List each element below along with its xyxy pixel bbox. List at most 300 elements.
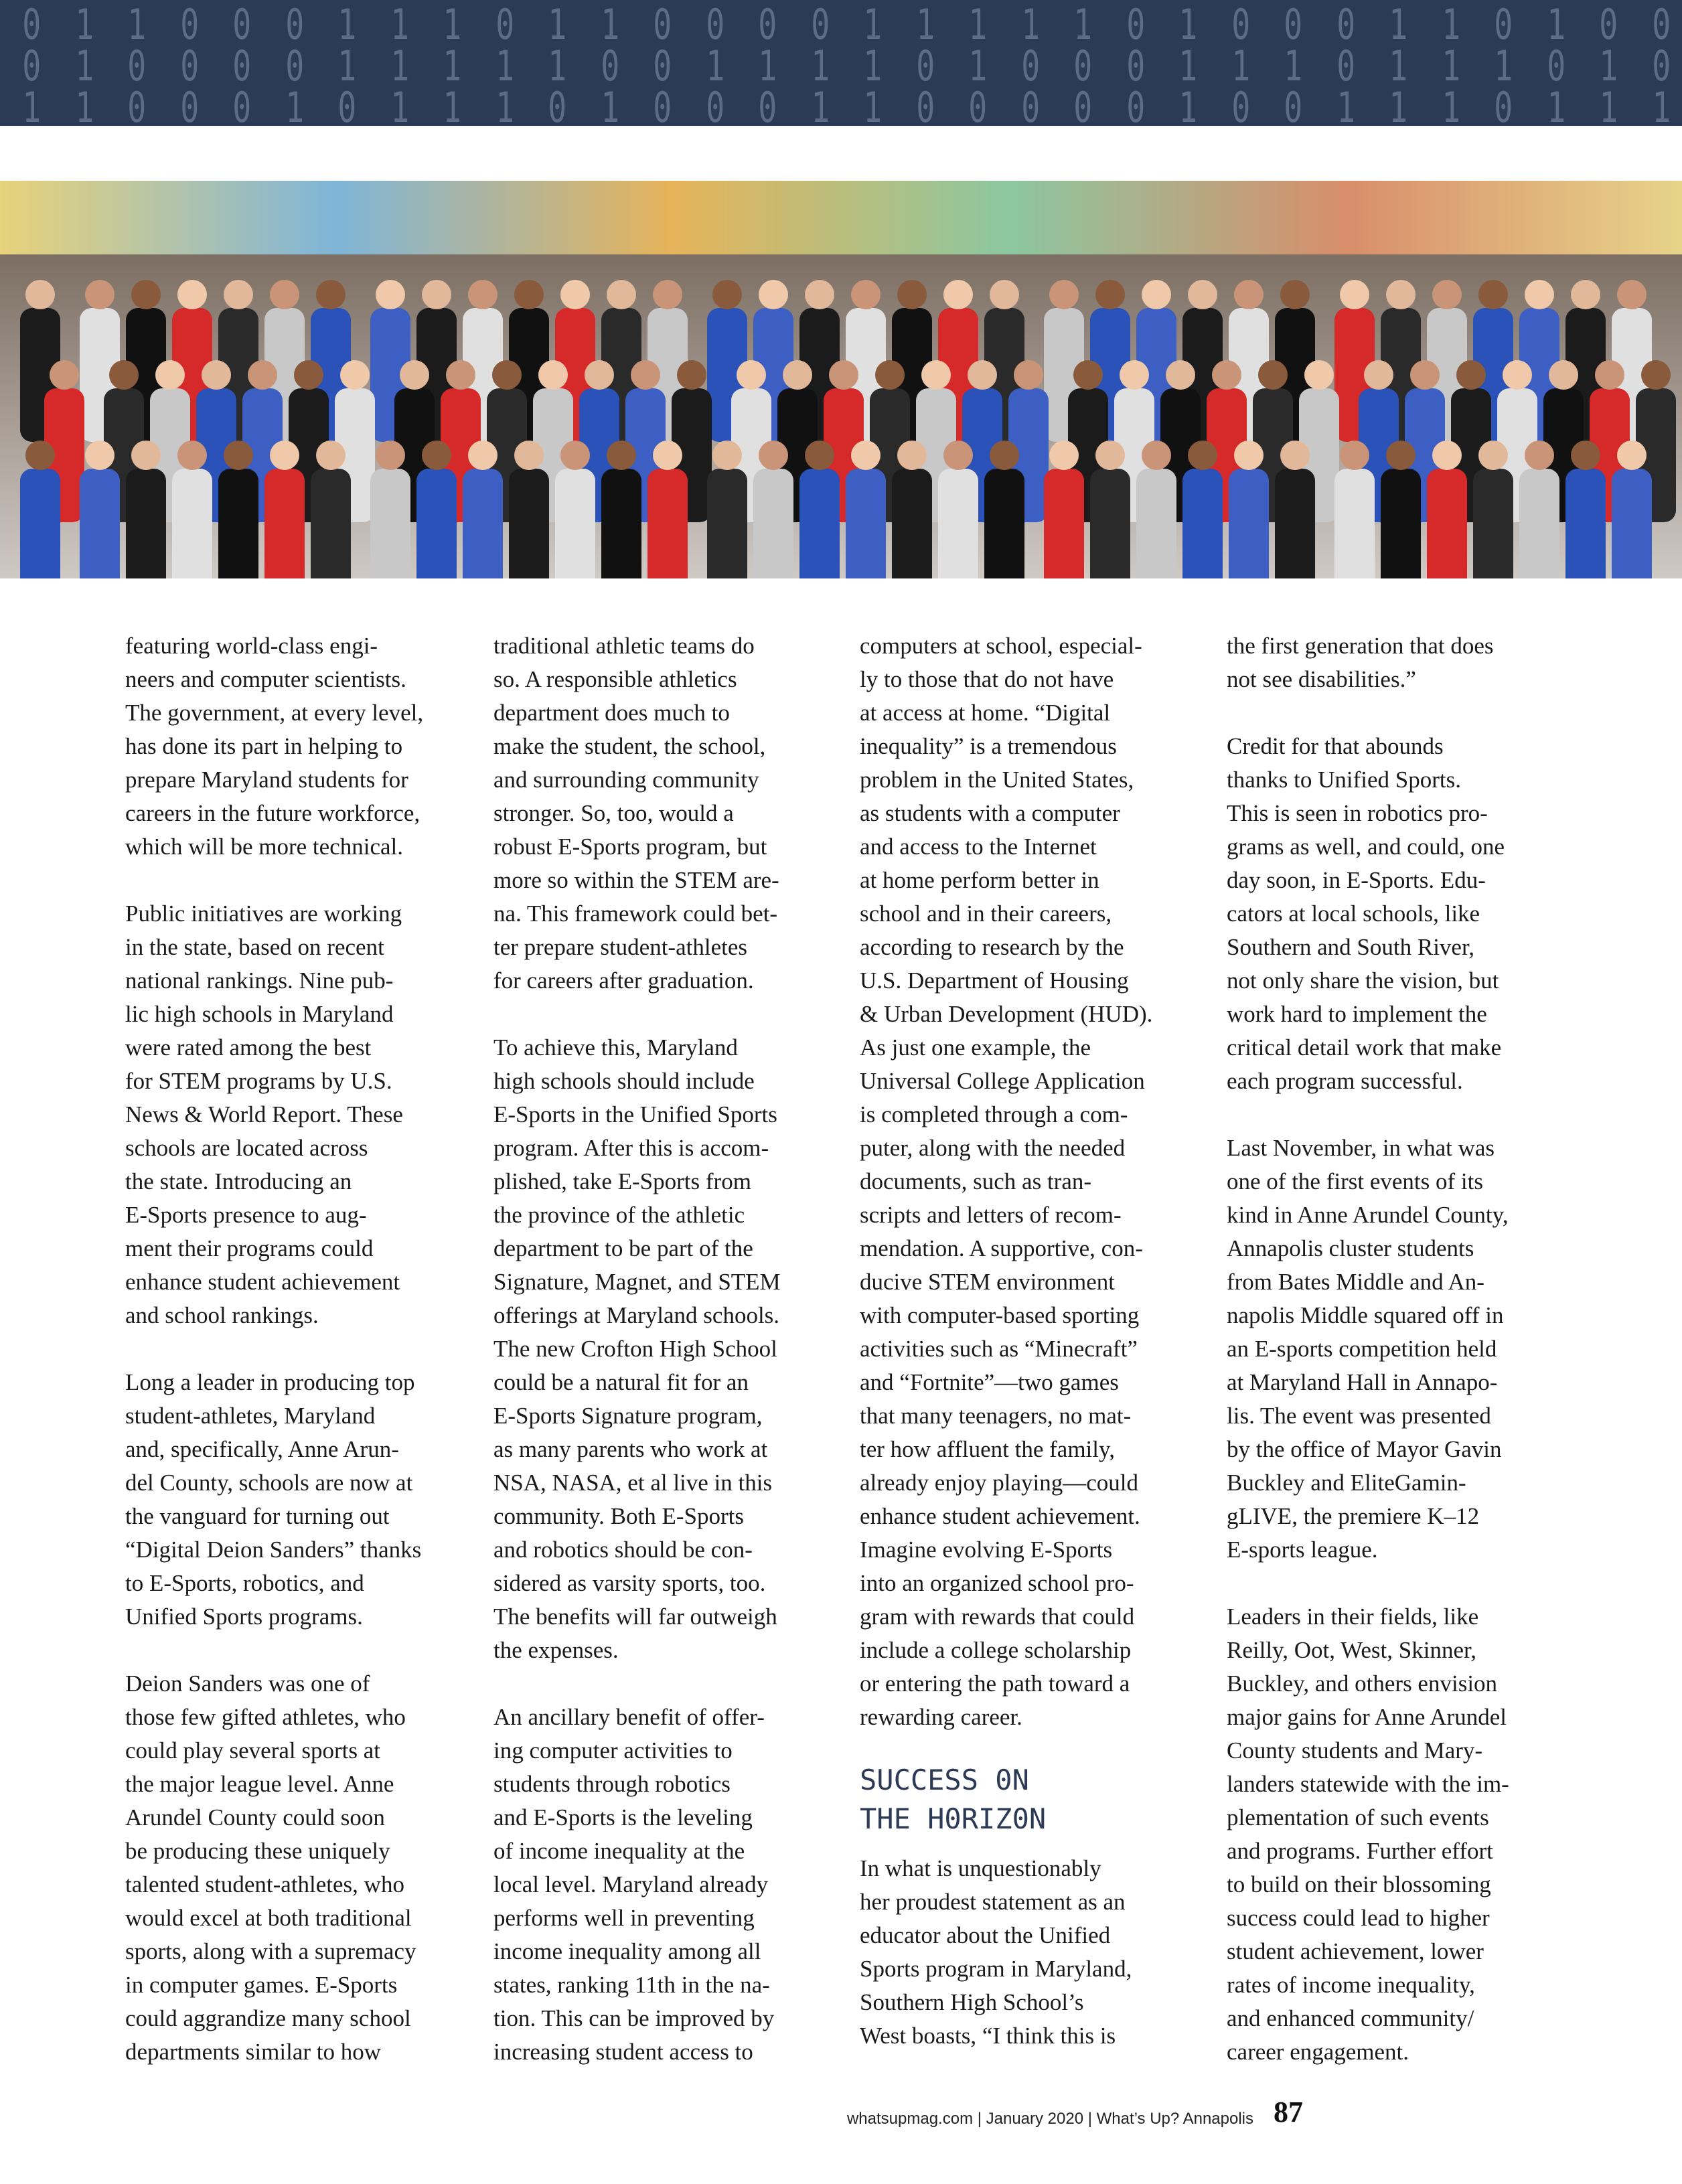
text-line: or entering the path toward a	[860, 1670, 1130, 1697]
person-head	[990, 280, 1019, 309]
person-head	[376, 280, 405, 309]
person-head	[1188, 441, 1217, 470]
person-head	[155, 360, 185, 390]
section-heading	[860, 1761, 1208, 1839]
person-head	[560, 280, 590, 309]
person-figure	[1275, 469, 1315, 578]
page-number: 87	[1274, 2096, 1303, 2128]
person-head	[131, 280, 161, 309]
text-line: is completed through a com-	[860, 1101, 1128, 1127]
person-head	[1142, 441, 1171, 470]
person-head	[85, 441, 114, 470]
person-head	[1503, 360, 1532, 390]
text-line: students through robotics	[493, 1771, 731, 1797]
text-line: stronger. So, too, would a	[493, 800, 734, 826]
person-figure	[892, 469, 932, 578]
text-line: rates of income inequality,	[1227, 1972, 1475, 1998]
text-line: national rankings. Nine pub-	[125, 967, 394, 994]
person-head	[1049, 280, 1079, 309]
person-head	[422, 441, 451, 470]
person-head	[270, 280, 299, 309]
text-line: Imagine evolving E-Sports	[860, 1537, 1113, 1563]
text-line: could play several sports at	[125, 1737, 381, 1764]
text-line: career engagement.	[1227, 2039, 1409, 2065]
person-figure	[707, 469, 747, 578]
person-head	[1364, 360, 1393, 390]
text-line: offerings at Maryland schools.	[493, 1302, 780, 1328]
person-head	[1142, 280, 1171, 309]
person-figure	[80, 469, 120, 578]
text-line: schools are located across	[125, 1135, 368, 1161]
person-head	[1410, 360, 1440, 390]
text-line: traditional athletic teams do	[493, 633, 755, 659]
person-head	[248, 360, 277, 390]
text-line: that many teenagers, no mat-	[860, 1403, 1132, 1429]
text-line: scripts and letters of recom-	[860, 1202, 1122, 1228]
text-line: at Maryland Hall in Annapo-	[1227, 1369, 1498, 1395]
person-figure	[509, 469, 549, 578]
text-line	[493, 1667, 842, 1701]
binary-row: 1 1 0 0 0 1 0 1 1 1 0 1 0 0 0 1 1 0 0 0 0 0 1 0 0 1 1 1 0 1 1 1	[22, 83, 1671, 126]
text-line: Annapolis cluster students	[1227, 1235, 1474, 1261]
text-line: The benefits will far outweigh	[493, 1604, 777, 1630]
person-head	[468, 280, 498, 309]
text-line: according to research by the	[860, 934, 1124, 960]
person-head	[1525, 441, 1554, 470]
text-line: by the office of Mayor Gavin	[1227, 1436, 1502, 1462]
text-line: high schools should include	[493, 1068, 755, 1094]
text-line: each program successful.	[1227, 1068, 1463, 1094]
text-line: and robotics should be con-	[493, 1537, 753, 1563]
person-head	[805, 441, 834, 470]
text-line: prepare Maryland students for	[125, 767, 408, 793]
person-head	[560, 441, 590, 470]
text-line: plished, take E-Sports from	[493, 1168, 751, 1194]
person-head	[492, 360, 522, 390]
text-line: na. This framework could bet-	[493, 901, 778, 927]
person-head	[943, 280, 973, 309]
text-line: talented student-athletes, who	[125, 1871, 404, 1897]
person-figure	[1381, 469, 1421, 578]
person-head	[446, 360, 475, 390]
text-line: Buckley, and others envision	[1227, 1670, 1498, 1697]
text-line: would excel at both traditional	[125, 1905, 412, 1931]
text-line	[125, 864, 473, 897]
text-line: gram with rewards that could	[860, 1604, 1135, 1630]
text-line: student achievement, lower	[1227, 1938, 1484, 1964]
person-head	[607, 280, 636, 309]
person-figure	[1612, 469, 1652, 578]
text-line: problem in the United States,	[860, 767, 1134, 793]
person-head	[1212, 360, 1241, 390]
person-head	[1432, 441, 1462, 470]
text-line: for careers after graduation.	[493, 967, 754, 994]
article-column-4	[1227, 629, 1575, 2069]
person-figure	[1427, 469, 1467, 578]
text-line	[125, 1634, 473, 1667]
person-figure	[20, 469, 60, 578]
person-head	[1571, 441, 1600, 470]
person-figure	[846, 469, 886, 578]
person-figure	[218, 469, 258, 578]
person-head	[712, 280, 742, 309]
person-head	[1456, 360, 1486, 390]
person-head	[1073, 360, 1103, 390]
text-line: Leaders in their fields, like	[1227, 1604, 1479, 1630]
text-line: department does much to	[493, 700, 730, 726]
text-line: Sports program in Maryland,	[860, 1956, 1132, 1982]
person-figure	[938, 469, 978, 578]
person-head	[1617, 441, 1647, 470]
person-head	[1595, 360, 1624, 390]
person-head	[294, 360, 323, 390]
person-head	[851, 441, 881, 470]
text-line: make the student, the school,	[493, 733, 766, 759]
text-line: ducive STEM environment	[860, 1269, 1116, 1295]
person-figure	[753, 469, 793, 578]
binary-row: 0 1 1 0 0 0 1 1 1 0 1 1 0 0 0 0 1 1 1 1 1 0 1 0 0 0 1 1 0 1 0 0	[22, 0, 1671, 49]
person-head	[677, 360, 706, 390]
person-head	[177, 441, 207, 470]
text-line: ter how affluent the family,	[860, 1436, 1115, 1462]
person-head	[224, 441, 253, 470]
person-head	[607, 441, 636, 470]
article-column-1	[125, 629, 473, 2069]
person-head	[1188, 280, 1217, 309]
text-line: and access to the Internet	[860, 834, 1097, 860]
text-line: “Digital Deion Sanders” thanks	[125, 1537, 422, 1563]
text-line: enhance student achievement	[125, 1269, 400, 1295]
text-line: careers in the future workforce,	[125, 800, 420, 826]
person-head	[897, 280, 927, 309]
text-line: which will be more technical.	[125, 834, 403, 860]
text-line: E-Sports presence to aug-	[125, 1202, 367, 1228]
person-head	[514, 441, 544, 470]
person-head	[1304, 360, 1334, 390]
person-figure	[799, 469, 840, 578]
text-line: E-sports league.	[1227, 1537, 1378, 1563]
text-line	[1227, 1567, 1575, 1600]
person-head	[538, 360, 568, 390]
text-line: could be a natural fit for an	[493, 1369, 749, 1395]
text-line: E-Sports in the Unified Sports	[493, 1101, 777, 1127]
text-line: school and in their careers,	[860, 901, 1112, 927]
person-head	[1166, 360, 1195, 390]
text-line: could aggrandize many school	[125, 2005, 411, 2031]
person-figure	[1229, 469, 1269, 578]
text-line: already enjoy playing—could	[860, 1470, 1138, 1496]
person-head	[1340, 280, 1369, 309]
person-head	[224, 280, 253, 309]
text-line: for STEM programs by U.S.	[125, 1068, 392, 1094]
text-line: at home perform better in	[860, 867, 1099, 893]
person-head	[514, 280, 544, 309]
text-line	[493, 998, 842, 1031]
person-head	[737, 360, 766, 390]
text-line: the state. Introducing an	[125, 1168, 352, 1194]
text-line: To achieve this, Maryland	[493, 1034, 738, 1061]
text-line: Signature, Magnet, and STEM	[493, 1269, 781, 1295]
text-line: thanks to Unified Sports.	[1227, 767, 1461, 793]
person-head	[202, 360, 231, 390]
text-line: ter prepare student-athletes	[493, 934, 747, 960]
text-line: states, ranking 11th in the na-	[493, 1972, 770, 1998]
text-line: her proudest statement as an	[860, 1889, 1126, 1915]
text-line: community. Both E-Sports	[493, 1503, 744, 1529]
text-line: and E-Sports is the leveling	[493, 1804, 753, 1830]
text-line: In what is unquestionably	[860, 1855, 1101, 1881]
text-line	[125, 1332, 473, 1366]
text-line: the major league level. Anne	[125, 1771, 394, 1797]
person-head	[131, 441, 161, 470]
text-line: in the state, based on recent	[125, 934, 384, 960]
person-head	[921, 360, 951, 390]
text-line: landers statewide with the im-	[1227, 1771, 1509, 1797]
text-line: mendation. A supportive, con-	[860, 1235, 1143, 1261]
text-line: The government, at every level,	[125, 700, 424, 726]
text-line: Credit for that abounds	[1227, 733, 1444, 759]
person-head	[1234, 280, 1264, 309]
person-figure	[1182, 469, 1223, 578]
person-head	[1258, 360, 1288, 390]
text-line: Long a leader in producing top	[125, 1369, 415, 1395]
text-line: The new Crofton High School	[493, 1336, 777, 1362]
person-head	[1432, 280, 1462, 309]
person-head	[1049, 441, 1079, 470]
text-line: lis. The event was presented	[1227, 1403, 1491, 1429]
section-heading-line: THE H0RIZ0N	[860, 1802, 1047, 1835]
text-line: documents, such as tran-	[860, 1168, 1092, 1194]
text-line: and programs. Further effort	[1227, 1838, 1493, 1864]
footer-text: whatsupmag.com | January 2020 | What’s Up? Annapolis	[846, 2110, 1253, 2128]
text-line: An ancillary benefit of offer-	[493, 1704, 765, 1730]
person-head	[1549, 360, 1578, 390]
text-line: kind in Anne Arundel County,	[1227, 1202, 1509, 1228]
person-head	[1095, 280, 1125, 309]
text-line: the first generation that does	[1227, 633, 1494, 659]
person-head	[270, 441, 299, 470]
person-head	[829, 360, 858, 390]
text-line: and school rankings.	[125, 1302, 319, 1328]
person-head	[316, 280, 346, 309]
text-line: and “Fortnite”—two games	[860, 1369, 1119, 1395]
text-line: Southern and South River,	[1227, 934, 1474, 960]
text-line: Public initiatives are working	[125, 901, 402, 927]
text-line: sports, along with a supremacy	[125, 1938, 416, 1964]
text-line: cators at local schools, like	[1227, 901, 1480, 927]
text-line: activities such as “Minecraft”	[860, 1336, 1138, 1362]
person-head	[1234, 441, 1264, 470]
person-head	[585, 360, 614, 390]
person-figure	[1136, 469, 1176, 578]
text-line: del County, schools are now at	[125, 1470, 413, 1496]
text-line: student-athletes, Maryland	[125, 1403, 376, 1429]
person-head	[943, 441, 973, 470]
person-figure	[1334, 469, 1375, 578]
person-figure	[1565, 469, 1606, 578]
person-figure	[1044, 469, 1084, 578]
text-line: Unified Sports programs.	[125, 1604, 363, 1630]
person-head	[653, 280, 682, 309]
text-line: at access at home. “Digital	[860, 700, 1111, 726]
person-figure	[1519, 469, 1559, 578]
text-line: News & World Report. These	[125, 1101, 403, 1127]
text-line: enhance student achievement.	[860, 1503, 1140, 1529]
text-line: Southern High School’s	[860, 1989, 1084, 2015]
person-head	[1120, 360, 1149, 390]
person-head	[805, 280, 834, 309]
text-line: be producing these uniquely	[125, 1838, 390, 1864]
person-figure	[172, 469, 212, 578]
text-line: increasing student access to	[493, 2039, 753, 2065]
text-line: NSA, NASA, et al live in this	[493, 1470, 773, 1496]
text-line	[1227, 1098, 1575, 1132]
text-line: with computer-based sporting	[860, 1302, 1140, 1328]
person-head	[1617, 280, 1647, 309]
person-head	[422, 280, 451, 309]
text-line: to E-Sports, robotics, and	[125, 1570, 364, 1596]
text-line: grams as well, and could, one	[1227, 834, 1505, 860]
text-line: program. After this is accom-	[493, 1135, 769, 1161]
text-line	[1227, 696, 1575, 730]
text-line: success could lead to higher	[1227, 1905, 1490, 1931]
person-head	[1280, 441, 1310, 470]
person-head	[968, 360, 997, 390]
person-head	[50, 360, 79, 390]
text-line: were rated among the best	[125, 1034, 372, 1061]
person-head	[109, 360, 139, 390]
person-head	[653, 441, 682, 470]
person-head	[759, 441, 788, 470]
person-figure	[647, 469, 688, 578]
person-head	[1641, 360, 1671, 390]
text-line: Deion Sanders was one of	[125, 1670, 370, 1697]
text-line: lic high schools in Maryland	[125, 1001, 394, 1027]
article-column-2	[493, 629, 842, 2069]
text-line: not only share the vision, but	[1227, 967, 1499, 994]
person-head	[1014, 360, 1043, 390]
text-line: & Urban Development (HUD).	[860, 1001, 1153, 1027]
person-head	[400, 360, 429, 390]
section-heading-line: SUCCESS 0N	[860, 1764, 1029, 1796]
text-line: rewarding career.	[860, 1704, 1022, 1730]
text-line: income inequality among all	[493, 1938, 761, 1964]
text-line: inequality” is a tremendous	[860, 733, 1117, 759]
person-figure	[1090, 469, 1130, 578]
text-line: Buckley and EliteGamin-	[1227, 1470, 1466, 1496]
text-line: ing computer activities to	[493, 1737, 733, 1764]
person-figure	[311, 469, 351, 578]
person-head	[851, 280, 881, 309]
text-line: E-Sports Signature program,	[493, 1403, 763, 1429]
person-head	[783, 360, 812, 390]
text-line: day soon, in E-Sports. Edu-	[1227, 867, 1486, 893]
article-column-3	[860, 629, 1208, 2053]
person-head	[875, 360, 905, 390]
text-line: West boasts, “I think this is	[860, 2023, 1116, 2049]
person-head	[177, 280, 207, 309]
binary-header-band	[0, 0, 1682, 126]
text-line: major gains for Anne Arundel	[1227, 1704, 1507, 1730]
person-figure	[601, 469, 641, 578]
text-line: work hard to implement the	[1227, 1001, 1487, 1027]
text-line: Universal College Application	[860, 1068, 1145, 1094]
text-line: not see disabilities.”	[1227, 666, 1416, 692]
text-line: Reilly, Oot, West, Skinner,	[1227, 1637, 1476, 1663]
text-line: more so within the STEM are-	[493, 867, 779, 893]
text-line: Arundel County could soon	[125, 1804, 385, 1830]
text-line: one of the first events of its	[1227, 1168, 1483, 1194]
text-line: and, specifically, Anne Arun-	[125, 1436, 399, 1462]
person-head	[990, 441, 1019, 470]
text-line: local level. Maryland already	[493, 1871, 769, 1897]
person-head	[759, 280, 788, 309]
text-line: as many parents who work at	[493, 1436, 768, 1462]
person-figure	[984, 469, 1024, 578]
person-head	[1478, 441, 1508, 470]
person-head	[25, 441, 55, 470]
person-head	[712, 441, 742, 470]
group-photo-image	[0, 181, 1682, 578]
text-line: robust E-Sports program, but	[493, 834, 767, 860]
person-head	[340, 360, 370, 390]
person-head	[631, 360, 660, 390]
text-line: an E-sports competition held	[1227, 1336, 1497, 1362]
text-line: sidered as varsity sports, too.	[493, 1570, 766, 1596]
text-line: plementation of such events	[1227, 1804, 1489, 1830]
text-line: department to be part of the	[493, 1235, 753, 1261]
text-line: ly to those that do not have	[860, 666, 1114, 692]
text-line: from Bates Middle and An-	[1227, 1269, 1484, 1295]
person-head	[1478, 280, 1508, 309]
text-line: to build on their blossoming	[1227, 1871, 1491, 1897]
text-line: as students with a computer	[860, 800, 1120, 826]
person-head	[1386, 280, 1416, 309]
person-head	[1571, 280, 1600, 309]
person-figure	[463, 469, 503, 578]
person-head	[85, 280, 114, 309]
text-line: featuring world-class engi-	[125, 633, 378, 659]
text-line: into an organized school pro-	[860, 1570, 1134, 1596]
text-line: gLIVE, the premiere K–12	[1227, 1503, 1480, 1529]
text-line: the province of the athletic	[493, 1202, 745, 1228]
text-line: of income inequality at the	[493, 1838, 745, 1864]
person-head	[316, 441, 346, 470]
person-figure	[416, 469, 457, 578]
text-line: computers at school, especial-	[860, 633, 1142, 659]
text-line: U.S. Department of Housing	[860, 967, 1129, 994]
text-line: departments similar to how	[125, 2039, 382, 2065]
text-line: the vanguard for turning out	[125, 1503, 390, 1529]
text-line: and surrounding community	[493, 767, 759, 793]
person-head	[376, 441, 405, 470]
text-line: County students and Mary-	[1227, 1737, 1483, 1764]
text-line: neers and computer scientists.	[125, 666, 406, 692]
person-head	[1525, 280, 1554, 309]
text-line: This is seen in robotics pro-	[1227, 800, 1488, 826]
text-line: performs well in preventing	[493, 1905, 755, 1931]
text-line: the expenses.	[493, 1637, 619, 1663]
text-line: has done its part in helping to	[125, 733, 403, 759]
binary-row: 0 1 0 0 0 0 1 1 1 1 1 0 0 1 1 1 1 0 1 0 0 0 1 1 1 0 1 1 1 0 1 0	[22, 42, 1671, 90]
text-line: critical detail work that make	[1227, 1034, 1502, 1061]
text-line: so. A responsible athletics	[493, 666, 737, 692]
person-figure	[555, 469, 595, 578]
person-head	[1280, 280, 1310, 309]
person-head	[897, 441, 927, 470]
text-line: and enhanced community/	[1227, 2005, 1474, 2031]
text-line: ment their programs could	[125, 1235, 374, 1261]
